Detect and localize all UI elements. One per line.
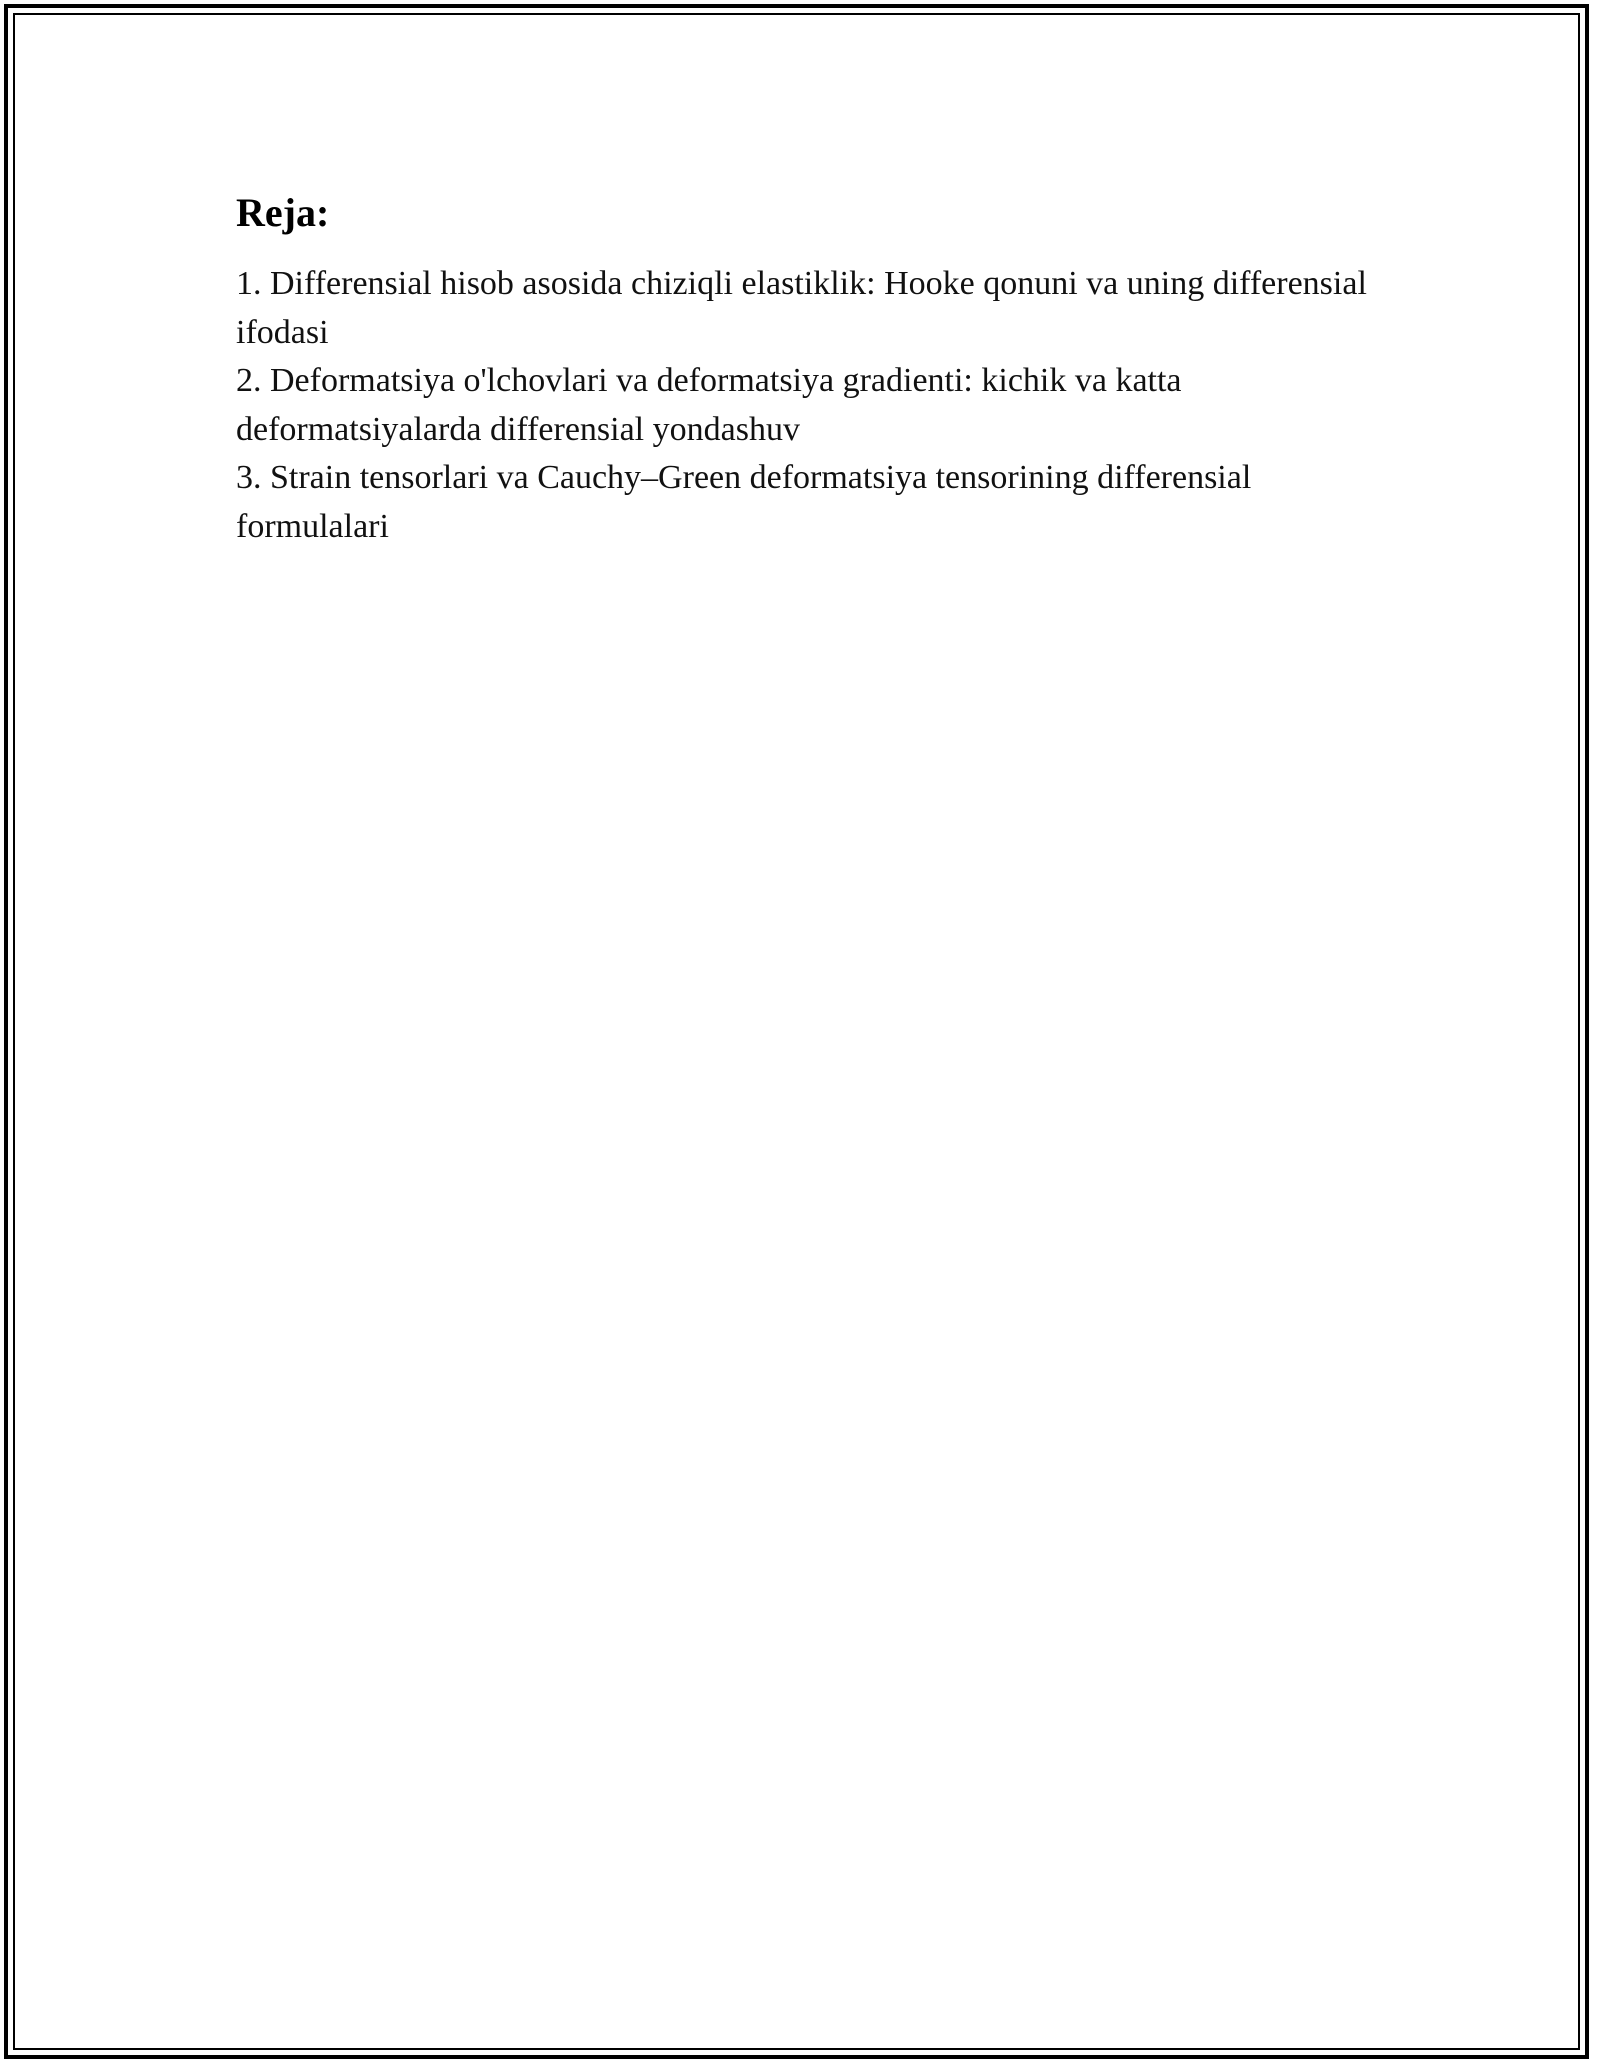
plan-item-2: 2. Deformatsiya o'lchovlari va deformatsiya gradienti: kichik va katta deformatsiyalarda differensial yondashuv (236, 362, 1182, 448)
plan-list (236, 260, 1376, 551)
plan-item-3: 3. Strain tensorlari va Cauchy–Green deformatsiya tensorining differensial formulalari (236, 459, 1252, 545)
plan-heading: Reja: (236, 190, 330, 235)
plan-item-1: 1. Differensial hisob asosida chiziqli elastiklik: Hooke qonuni va uning differensial ifodasi (236, 265, 1367, 351)
page-content (236, 184, 1376, 551)
